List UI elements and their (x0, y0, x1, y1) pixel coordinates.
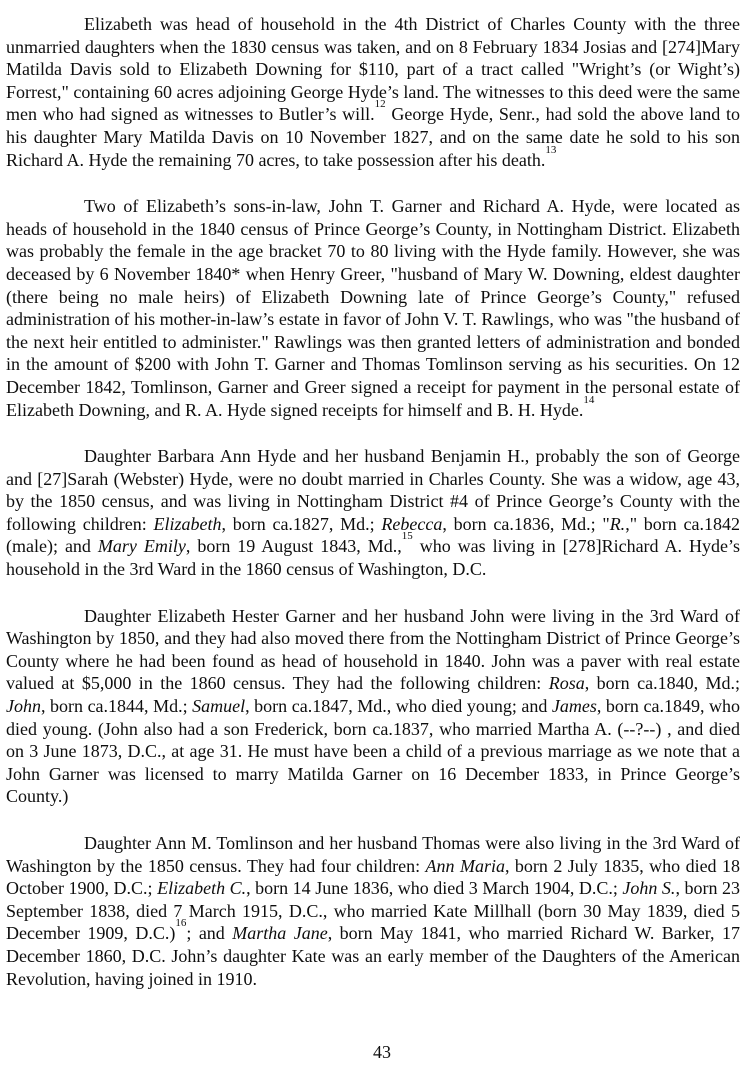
body-text (6, 13, 740, 990)
page-number: 43 (373, 1042, 391, 1062)
paragraph-sons-in-law: Two of Elizabeth’s sons-in-law, John T. Garner and Richard A. Hyde, were located as heads of household in the 1840 census of Prince George’s County, in Nottingham District. Elizabeth was probably the female in the age bracket 70 to 80 living with the Hyde family. However, she was deceased by 6 November 1840* when Henry Greer, "husband of Mary W. Downing, eldest daughter (there being no male heirs) of Elizabeth Downing late of Prince George’s County," refused administration of his mother-in-law’s estate in favor of John V. T. Rawlings, who was "the husband of the next heir entitled to administer." Rawlings was then granted letters of administration and bonded in the amount of $200 with John T. Garner and Thomas Tomlinson serving as his securities. On 12 December 1842, Tomlinson, Garner and Greer signed a receipt for payment in the personal estate of Elizabeth Downing, and R. A. Hyde signed receipts for himself and B. H. Hyde.$^{14}$ (6, 196, 740, 420)
paragraph-elizabeth-hester-garner: Daughter Elizabeth Hester Garner and her husband John were living in the 3rd Ward of Washington by 1850, and they had also moved there from the Nottingham District of Prince George’s County where he had been found as head of household in 1840. John was a paver with real estate valued at $5,000 in the 1860 census. They had the following children: Rosa, born ca.1840, Md.; John, born ca.1844, Md.; Samuel, born ca.1847, Md., who died young; and James, born ca.1849, who died young. (John also had a son Frederick, born ca.1837, who married Martha A. (--?--) , and died on 3 June 1873, D.C., at age 31. He must have been a child of a previous marriage as we note that a John Garner was licensed to marry Matilda Garner on 16 December 1833, in Prince George’s County.) (6, 605, 741, 807)
paragraph-ann-m-tomlinson: Daughter Ann M. Tomlinson and her husband Thomas were also living in the 3rd Ward of Washington by the 1850 census. They had four children: Ann Maria, born 2 July 1835, who died 18 October 1900, D.C.; Elizabeth C., born 14 June 1836, who died 3 March 1904, D.C.; John S., born 23 September 1838, died 7 March 1915, D.C., who married Kate Millhall (born 30 May 1839, died 5 December 1909, D.C.)$^{16}$; and Martha Jane, born May 1841, who married Richard W. Barker, 17 December 1860, D.C. John’s daughter Kate was an early member of the Daughters of the American Revolution, having joined in 1910. (6, 833, 740, 989)
paragraph-elizabeth-household: Elizabeth was head of household in the 4th District of Charles County with the three unmarried daughters when the 1830 census was taken, and on 8 February 1834 Josias and [274]Mary Matilda Davis sold to Elizabeth Downing for $110, part of a tract called "Wright’s (or Wight’s) Forrest," containing 60 acres adjoining George Hyde’s land. The witnesses to this deed were the same men who had signed as witnesses to Butler’s will.$^{12}$ George Hyde, Senr., had sold the above land to his daughter Mary Matilda Davis on 10 November 1827, and on the same date he sold to his son Richard A. Hyde the remaining 70 acres, to take possession after his death.$^{13}$ (6, 14, 740, 170)
paragraph-barbara-ann-hyde: Daughter Barbara Ann Hyde and her husband Benjamin H., probably the son of George and [27]Sarah (Webster) Hyde, were no doubt married in Charles County. She was a widow, age 43, by the 1850 census, and was living in Nottingham District #4 of Prince George’s County with the following children: Elizabeth, born ca.1827, Md.; Rebecca, born ca.1836, Md.; "R.," born ca.1842 (male); and Mary Emily, born 19 August 1843, Md.,$^{15}$ who was living in [278]Richard A. Hyde’s household in the 3rd Ward in the 1860 census of Washington, D.C. (6, 446, 740, 580)
